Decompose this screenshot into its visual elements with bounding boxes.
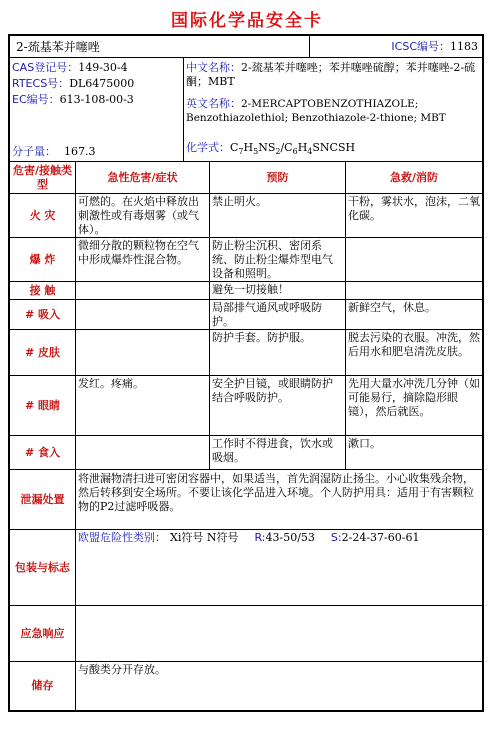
cn-name-value: 2-巯基苯并噻唑；苯并噻唑硫醇；苯并噻唑-2-硫酮；MBT <box>186 61 476 88</box>
hazard-firstaid: 新鲜空气，休息。 <box>348 301 436 314</box>
packaging-content <box>76 530 482 605</box>
hazard-type: # 眼睛 <box>10 376 76 435</box>
eu-class-value: Xi符号 N符号 <box>170 531 239 544</box>
hazard-row-ingestion <box>10 436 482 470</box>
rtecs-value: DL6475000 <box>69 77 135 90</box>
hazard-firstaid <box>346 238 482 281</box>
hazard-row-eyes <box>10 376 482 436</box>
hazard-prevention: 禁止明火。 <box>210 194 346 237</box>
hazard-symptom <box>76 282 210 299</box>
hazard-type: 接 触 <box>10 282 76 299</box>
chemical-name: 2-巯基苯并噻唑 <box>10 36 310 57</box>
formula-part: C <box>230 140 239 154</box>
hazard-symptom: 发红。疼痛。 <box>76 376 210 435</box>
cn-name-label: 中文名称： <box>186 61 241 74</box>
spill-label: 泄漏处置 <box>10 470 76 529</box>
storage-label: 储存 <box>10 662 76 710</box>
formula-part: H <box>297 140 308 154</box>
col-hazard-header: 急性危害/症状 <box>76 162 210 193</box>
col-prevention-header: 预防 <box>210 162 346 193</box>
s-phrase-value: 2-24-37-60-61 <box>341 531 420 544</box>
en-name-label: 英文名称： <box>186 97 241 110</box>
formula-sub: 4 <box>307 147 313 156</box>
hazard-prevention: 防护手套。防护服。 <box>210 330 346 375</box>
formula-sub: 7 <box>238 147 244 156</box>
formula-sub: 5 <box>253 147 259 156</box>
hazard-firstaid: 先用大量水冲洗几分钟（如可能易行，摘除隐形眼镜），然后就医。 <box>348 377 480 418</box>
r-phrase-label: R: <box>254 531 266 544</box>
formula <box>186 141 355 159</box>
emergency-label: 应急响应 <box>10 606 76 661</box>
hazard-row-explosion <box>10 238 482 282</box>
mw-label: 分子量： <box>12 145 56 158</box>
col-firstaid-header: 急救/消防 <box>389 170 439 184</box>
icsc-label: ICSC编号： <box>391 39 450 53</box>
eu-class-label: 欧盟危险性类别： <box>78 531 166 544</box>
hazard-prevention: 避免一切接触！ <box>210 282 346 299</box>
hazard-type: # 吸入 <box>10 300 76 329</box>
cas-label: CAS登记号： <box>12 61 79 74</box>
hazard-type: 火 灾 <box>10 194 76 237</box>
hazard-prevention: 安全护目镜，或眼睛防护结合呼吸防护。 <box>210 376 346 435</box>
card-title: 国际化学品安全卡 <box>171 11 323 31</box>
hazard-row-inhalation <box>10 300 482 330</box>
formula-part: /C <box>280 140 293 154</box>
packaging-label: 包装与标志 <box>10 530 76 605</box>
storage-row <box>10 662 482 710</box>
cas-value: 149-30-4 <box>78 61 128 74</box>
hazard-row-skin <box>10 330 482 376</box>
hazard-symptom: 微细分散的颗粒物在空气中形成爆炸性混合物。 <box>76 238 210 281</box>
hazard-row-contact <box>10 282 482 300</box>
hazard-prevention: 局部排气通风或呼吸防护。 <box>210 300 346 329</box>
r-phrase-value: 43-50/53 <box>265 531 315 544</box>
hazard-firstaid: 干粉，雾状水，泡沫，二氧化碳。 <box>348 195 480 222</box>
spill-text: 将泄漏物清扫进可密闭容器中，如果适当，首先润湿防止扬尘。小心收集残余物，然后转移到安全场所。不要让该化学品进入环境。个人防护用具：适用于有害颗粒物的P2过滤呼吸器。 <box>78 472 474 513</box>
hazard-prevention: 防止粉尘沉积、密闭系统、防止粉尘爆炸型电气设备和照明。 <box>210 238 346 281</box>
ec-label: EC编号： <box>12 93 60 106</box>
hazard-type: # 皮肤 <box>10 330 76 375</box>
hazard-symptom <box>76 436 210 469</box>
col-type-header: 危害/接触类型 <box>10 162 76 193</box>
hazard-prevention: 工作时不得进食，饮水或吸烟。 <box>210 436 346 469</box>
ec-value: 613-108-00-3 <box>59 93 134 106</box>
hazard-row-fire <box>10 194 482 238</box>
hazard-symptom <box>76 330 210 375</box>
spill-row <box>10 470 482 530</box>
safety-card <box>8 34 484 712</box>
hazard-symptom <box>76 300 210 329</box>
packaging-row <box>10 530 482 606</box>
en-name-value: 2-MERCAPTOBENZOTHIAZOLE; Benzothiazolethiol; Benzothiazole-2-thione; MBT <box>186 98 446 124</box>
hazard-type: # 食入 <box>10 436 76 469</box>
header-row <box>10 36 482 58</box>
hazard-firstaid <box>346 282 482 299</box>
storage-text: 与酸类分开存放。 <box>78 663 166 676</box>
formula-sub: 6 <box>292 147 298 156</box>
hazard-firstaid: 漱口。 <box>348 437 381 450</box>
hazard-symptom: 可燃的。在火焰中释放出刺激性或有毒烟雾（或气体）。 <box>76 194 210 237</box>
s-phrase-label: S: <box>330 531 342 544</box>
identification-row <box>10 58 482 162</box>
column-header-row <box>10 162 482 194</box>
rtecs-label: RTECS号： <box>12 77 70 90</box>
formula-part: H <box>243 140 254 154</box>
formula-part: NS <box>258 140 276 154</box>
mw-value: 167.3 <box>64 145 96 158</box>
formula-sub: 2 <box>275 147 281 156</box>
emergency-row <box>10 606 482 662</box>
icsc-number <box>310 36 482 57</box>
formula-label: 化学式： <box>186 140 230 154</box>
names-block <box>184 58 482 161</box>
hazard-type: 爆 炸 <box>10 238 76 281</box>
icsc-value: 1183 <box>450 39 478 53</box>
formula-part: SNCSH <box>312 140 356 154</box>
identifiers <box>10 58 184 161</box>
emergency-text <box>76 606 482 661</box>
hazard-firstaid: 脱去污染的衣服。冲洗，然后用水和肥皂清洗皮肤。 <box>348 331 480 358</box>
